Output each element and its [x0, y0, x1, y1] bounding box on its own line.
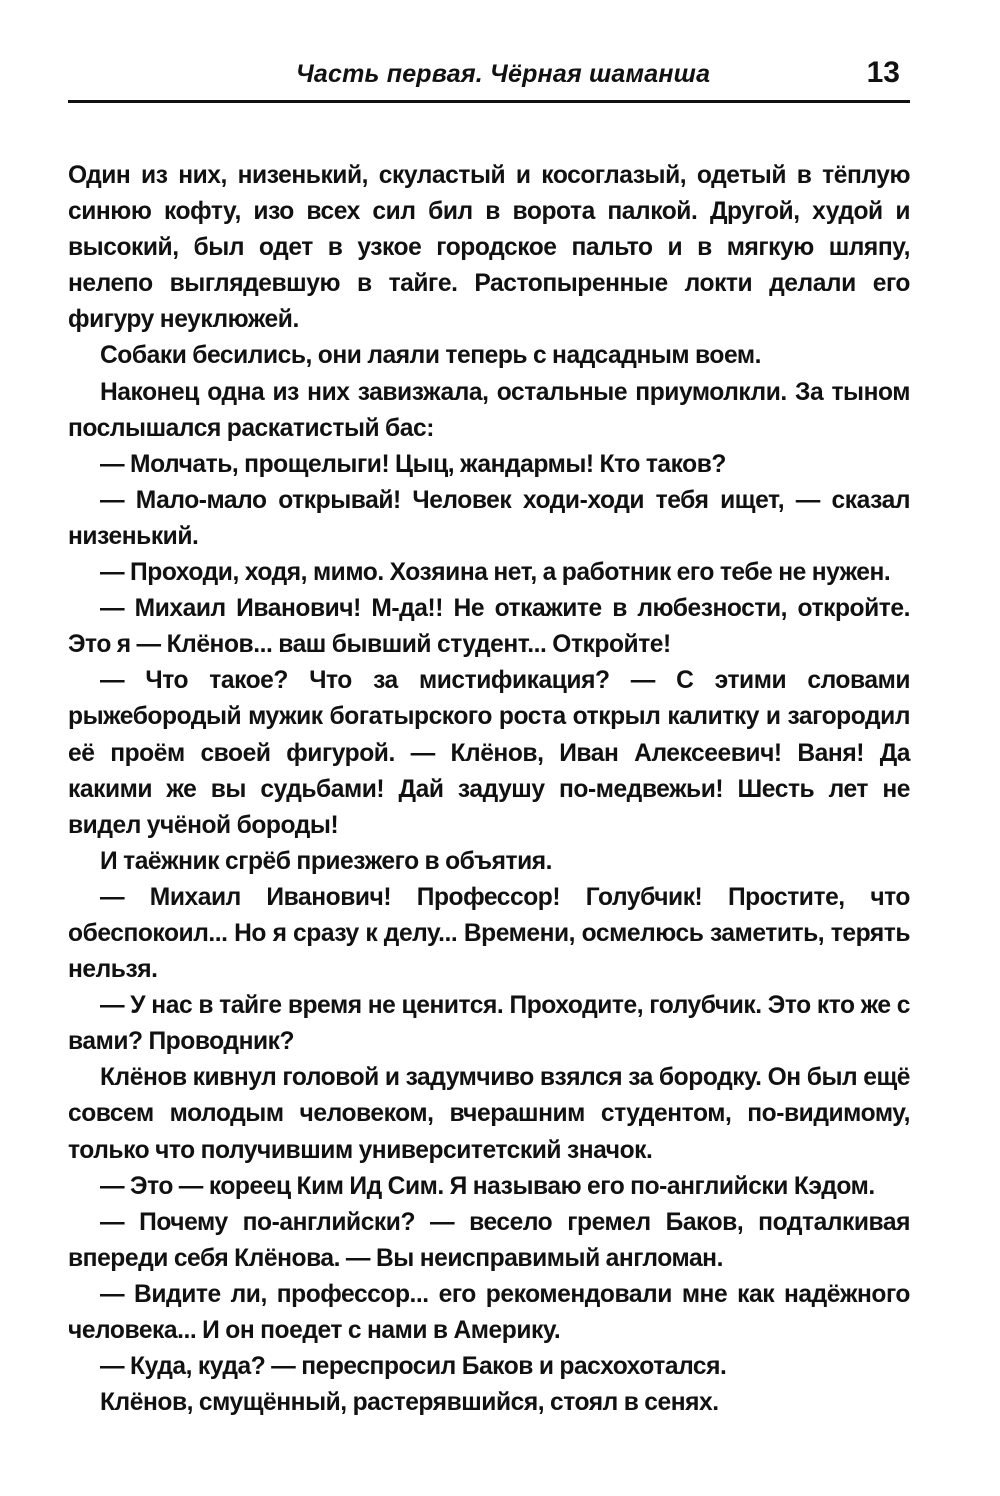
paragraph-2: Собаки бесились, они лаяли теперь с надсадным воем.	[100, 342, 761, 370]
paragraph-4: И таёжник сгрёб приезжего в объятия.	[100, 847, 553, 875]
running-title: Часть первая. Чёрная шаманша	[296, 60, 711, 88]
dialogue-line-4: — Михаил Иванович! М-да!! Не откажите в любезности, откройте. Это я — Клёнов... ваш бывший студент... Откройте!	[68, 595, 910, 659]
dialogue-line-11: — Куда, куда? — переспросил Баков и расхохотался.	[100, 1353, 727, 1381]
paragraph-1: Один из них, низенький, скуластый и косоглазый, одетый в тёплую синюю кофту, изо всех сил бил в ворота палкой. Другой, худой и высокий, был одет в узкое городское пальто и в мягкую шляпу, нелепо выглядевшую в тайге. Растопыренные локти делали его фигуру неуклюжей.	[68, 162, 910, 334]
dialogue-line-9: — Почему по-английски? — весело гремел Баков, подталкивая впереди себя Клёнова. — Вы неисправимый англоман.	[68, 1208, 910, 1272]
dialogue-line-6: — Михаил Иванович! Профессор! Голубчик! Простите, что обеспокоил... Но я сразу к делу... Времени, осмелюсь заметить, терять нельзя.	[68, 883, 910, 984]
paragraph-6: Клёнов, смущённый, растерявшийся, стоял в сенях.	[100, 1389, 719, 1417]
dialogue-line-2: — Мало-мало открывай! Человек ходи-ходи тебя ищет, — сказал низенький.	[68, 486, 910, 550]
dialogue-line-1: — Молчать, прощелыги! Цыц, жандармы! Кто таков?	[100, 450, 726, 478]
dialogue-line-10: — Видите ли, профессор... его рекомендовали мне как надёжного человека... И он поедет с нами в Америку.	[68, 1280, 910, 1344]
paragraph-5: Клёнов кивнул головой и задумчиво взялся за бородку. Он был ещё совсем молодым человеком, вчерашним студентом, по-видимому, только что получившим университетский значок.	[68, 1064, 910, 1164]
dialogue-line-5: — Что такое? Что за мистификация? — С этими словами рыжебородый мужик богатырского роста открыл калитку и загородил её проём своей фигурой. — Клёнов, Иван Алексеевич! Ваня! Да какими же вы судьбами! Дай задушу по-медвежьи! Шесть лет не видел учёной бороды!	[68, 667, 910, 839]
page-number: 13	[866, 56, 900, 89]
book-page	[68, 50, 910, 1470]
dialogue-line-8: — Это — кореец Ким Ид Сим. Я называю его по-английски Кэдом.	[100, 1172, 875, 1200]
dialogue-line-3: — Проходи, ходя, мимо. Хозяина нет, а работник его тебе не нужен.	[100, 559, 891, 587]
body-text	[68, 158, 910, 1421]
running-header	[68, 50, 910, 103]
dialogue-line-7: — У нас в тайге время не ценится. Проходите, голубчик. Это кто же с вами? Проводник?	[68, 992, 910, 1056]
paragraph-3: Наконец одна из них завизжала, остальные приумолкли. За тыном послышался раскатистый бас:	[68, 378, 910, 442]
